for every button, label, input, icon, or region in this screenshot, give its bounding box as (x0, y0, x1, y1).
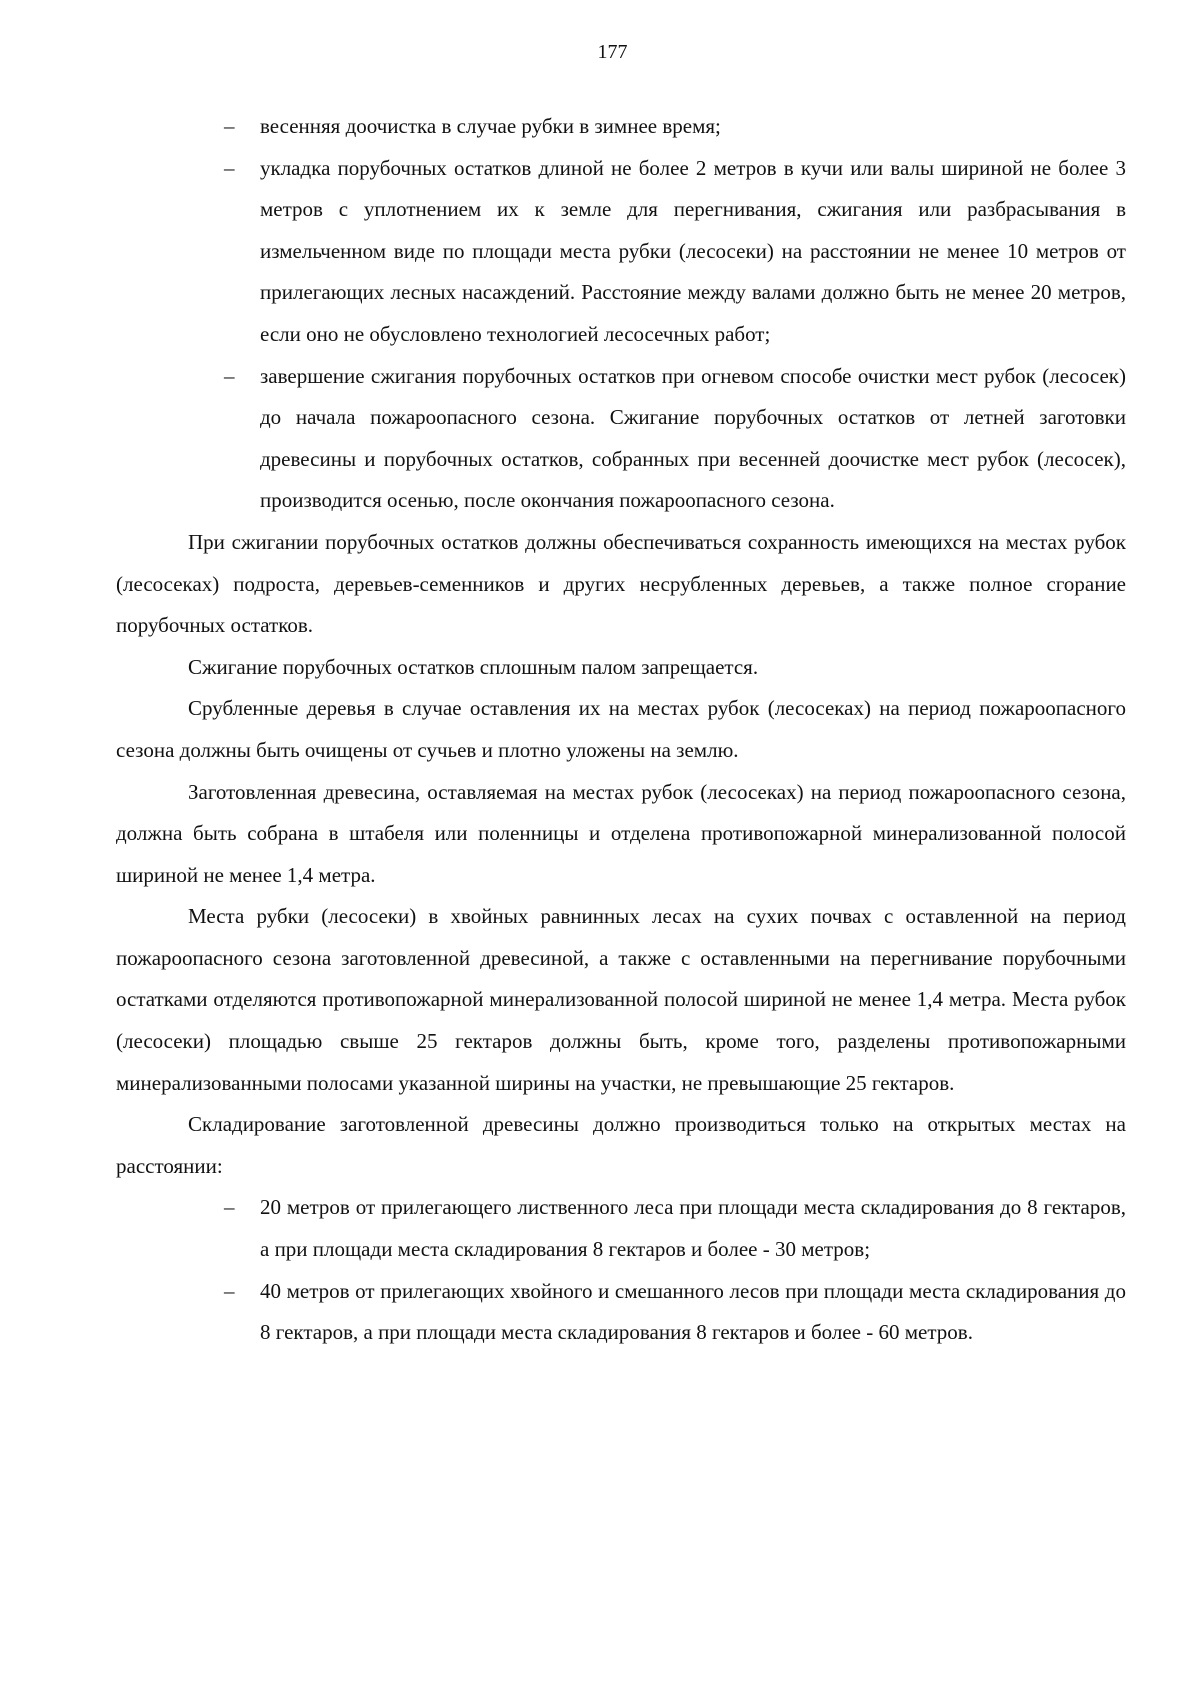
dash-marker: – (224, 1278, 235, 1303)
paragraph-conifer-cutting-areas: Места рубки (лесосеки) в хвойных равнинных лесах на сухих почвах с оставленной на период пожароопасного сезона заготовленной древесиной, а также с оставленными на перегнивание порубочными остатками отделяются противопожарной минерализованной полосой шириной не менее 1,4 метра. Места рубок (лесосеки) площадью свыше 25 гектаров должны быть, кроме того, разделены противопожарными минерализованными полосами указанной ширины на участки, не превышающие 25 гектаров. (116, 904, 1126, 1095)
paragraph-solid-fire-ban: Сжигание порубочных остатков сплошным палом запрещается. (188, 654, 759, 679)
paragraph-burning-residues: При сжигании порубочных остатков должны обеспечиваться сохранность имеющихся на местах рубок (лесосеках) подроста, деревьев-семенников и других несрубленных деревьев, а также полное сгорание порубочных остатков. (116, 529, 1126, 638)
paragraph-wood-storage: Складирование заготовленной древесины должно производиться только на открытых местах на расстоянии: (116, 1112, 1126, 1178)
storage-distance-list (116, 1187, 1126, 1353)
dash-marker: – (224, 1195, 235, 1220)
list-item-text: 20 метров от прилегающего лиственного леса при площади места складирования до 8 гектаров, а при площади места складирования 8 гектаров и более - 30 метров; (260, 1195, 1126, 1262)
page-number: 177 (597, 41, 628, 63)
requirements-list-top (116, 106, 1126, 522)
list-item-text: укладка порубочных остатков длиной не более 2 метров в кучи или валы шириной не более 3 метров с уплотнением их к земле для перегнивания, сжигания или разбрасывания в измельченном виде по площади места рубки (лесосеки) на расстоянии не менее 10 метров от прилегающих лесных насаждений. Расстояние между валами должно быть не менее 20 метров, если оно не обусловлено технологией лесосечных работ; (260, 155, 1126, 346)
list-item-text: 40 метров от прилегающих хвойного и смешанного лесов при площади места складирования до 8 гектаров, а при площади места складирования 8 гектаров и более - 60 метров. (260, 1278, 1126, 1345)
list-item (116, 1187, 1126, 1270)
paragraph-felled-trees: Срубленные деревья в случае оставления их на местах рубок (лесосеках) на период пожароопасного сезона должны быть очищены от сучьев и плотно уложены на землю. (116, 696, 1126, 762)
list-item (116, 106, 1126, 148)
list-item (116, 356, 1126, 522)
list-item (116, 1271, 1126, 1354)
paragraph-harvested-wood: Заготовленная древесина, оставляемая на местах рубок (лесосеках) на период пожароопасного сезона, должна быть собрана в штабеля или поленницы и отделена противопожарной минерализованной полосой шириной не менее 1,4 метра. (116, 779, 1126, 887)
list-item-text: весенняя доочистка в случае рубки в зимнее время; (260, 114, 721, 138)
list-item-text: завершение сжигания порубочных остатков при огневом способе очистки мест рубок (лесосек) до начала пожароопасного сезона. Сжигание порубочных остатков от летней заготовки древесины и порубочных остатков, собранных при весенней доочистке мест рубок (лесосек), производится осенью, после окончания пожароопасного сезона. (260, 363, 1126, 513)
list-item (116, 148, 1126, 356)
dash-marker: – (224, 155, 235, 180)
dash-marker: – (224, 114, 235, 138)
dash-marker: – (224, 363, 235, 388)
page-content (116, 106, 1126, 1354)
